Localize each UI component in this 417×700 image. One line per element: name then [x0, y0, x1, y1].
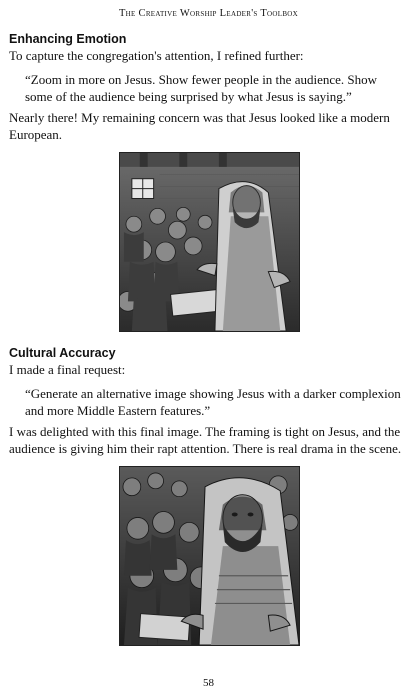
illustration-jesus-teaching-crowd: [119, 152, 300, 332]
section1-prompt-quote: “Zoom in more on Jesus. Show fewer people in the audience. Show some of the audience being surprised by what Jesus is saying.”: [25, 72, 378, 104]
section2-prompt-quote: “Generate an alternative image showing Jesus with a darker complexion and more Middle Eastern features.”: [25, 386, 401, 418]
section1-follow-up: Nearly there! My remaining concern was that Jesus looked like a modern European.: [9, 110, 390, 142]
page-body: [9, 32, 409, 646]
running-head: The Creative Worship Leader's Toolbox: [118, 8, 299, 19]
section-heading-enhancing-emotion: Enhancing Emotion: [9, 32, 127, 46]
section-heading-cultural-accuracy: Cultural Accuracy: [9, 346, 116, 360]
section2-intro: I made a final request:: [9, 362, 126, 377]
section1-intro: To capture the congregation's attention, I refined further:: [9, 48, 304, 63]
section2-follow-up: I was delighted with this final image. The framing is tight on Jesus, and the audience is giving him their rapt attention. There is real drama in the scene.: [9, 424, 402, 456]
page-number: 58: [203, 677, 214, 689]
section-cultural-accuracy: [9, 346, 409, 457]
illustration-jesus-middle-eastern: [119, 466, 300, 646]
